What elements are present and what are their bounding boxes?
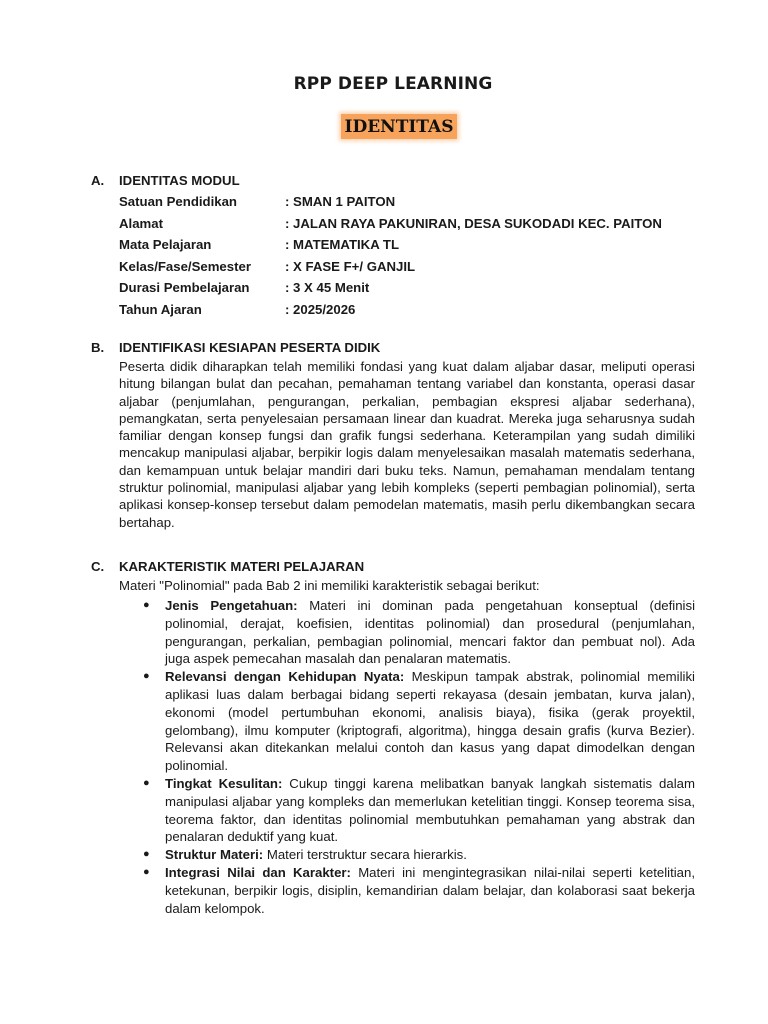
section-b-letter: B. [91, 340, 105, 355]
item-label: Struktur Materi: [165, 847, 264, 863]
section-c-letter: C. [91, 559, 105, 574]
identity-row [119, 191, 695, 213]
identity-label: Mata Pelajaran [119, 237, 212, 252]
bullet-icon: ● [143, 848, 150, 861]
list-item [119, 846, 695, 864]
document-title: RPP DEEP LEARNING [293, 74, 493, 94]
identitas-badge: IDENTITAS [341, 114, 458, 139]
section-identitas-modul [91, 171, 695, 320]
list-item [119, 864, 695, 917]
section-b-title: IDENTIFIKASI KESIAPAN PESERTA DIDIK [119, 340, 381, 355]
identity-row [119, 234, 695, 256]
identity-label: Tahun Ajaran [119, 301, 202, 317]
section-a-title: IDENTITAS MODUL [119, 173, 240, 188]
item-label: Jenis Pengetahuan: [165, 598, 298, 613]
identity-label: Alamat [119, 215, 163, 231]
identity-label: Kelas/Fase/Semester [119, 258, 251, 274]
bullet-icon: ● [143, 776, 150, 789]
characteristics-list [119, 597, 695, 917]
identity-value: : SMAN 1 PAITON [285, 194, 396, 209]
identity-label: Durasi Pembelajaran [119, 280, 250, 295]
identity-table [119, 191, 695, 320]
list-item [119, 668, 695, 775]
identity-value: : 2025/2026 [285, 301, 356, 317]
item-label: Tingkat Kesulitan: [165, 775, 283, 791]
identity-value: : X FASE F+/ GANJIL [285, 258, 416, 274]
bullet-icon: ● [143, 670, 150, 683]
section-b-heading [91, 338, 695, 358]
identity-row [119, 277, 695, 299]
item-text: Cukup tinggi karena melibatkan banyak langkah sistematis dalam manipulasi aljabar yang kompleks dan memerlukan ketelitian tinggi. Konsep teorema sisa, teorema faktor, dan identitas polinomial membutuhkan pemahaman yang abstrak dan penalaran deduktif yang kuat. [165, 775, 695, 845]
identitas-badge-wrap [0, 114, 768, 139]
section-c-title: KARAKTERISTIK MATERI PELAJARAN [119, 559, 365, 574]
section-c-intro: Materi "Polinomial" pada Bab 2 ini memiliki karakteristik sebagai berikut: [119, 578, 540, 593]
identity-label: Satuan Pendidikan [119, 194, 237, 209]
section-kesiapan-peserta-didik [91, 338, 695, 531]
section-a-letter: A. [91, 173, 105, 188]
item-label: Integrasi Nilai dan Karakter: [165, 864, 351, 880]
section-b-paragraph: Peserta didik diharapkan telah memiliki fondasi yang kuat dalam aljabar dasar, meliputi operasi hitung bilangan bulat dan pecahan, pemahaman tentang variabel dan konstanta, operasi dasar aljabar (penjumlahan, pengurangan, perkalian, pembagian ekspresi aljabar sederhana), pemangkatan, serta penyelesaian persamaan linear dan kuadrat. Mereka juga seharusnya sudah familiar dengan konsep fungsi dan grafik fungsi sederhana. Keterampilan yang sudah dimiliki mencakup manipulasi aljabar, berpikir logis dalam menyelesaikan masalah matematis sederhana, dan kemampuan untuk belajar mandiri dari buku teks. Namun, pemahaman mendalam tentang struktur polinomial, manipulasi aljabar yang lebih kompleks (seperti pembagian polinomial), serta aplikasi konsep-konsep tersebut dalam pemodelan matematis, masih perlu dikembangkan secara bertahap. [119, 359, 695, 530]
section-karakteristik-materi [91, 557, 695, 917]
item-text: Materi ini dominan pada pengetahuan konseptual (definisi polinomial, derajat, koefisien, identitas polinomial) dan prosedural (penjumlahan, pengurangan, perkalian, pembagian polinomial, mencari faktor dan pembuat nol). Ada juga aspek pemecahan masalah dan penalaran matematis. [165, 598, 695, 667]
bullet-icon: ● [143, 599, 150, 611]
identity-value: : 3 X 45 Menit [285, 280, 370, 295]
identity-row [119, 299, 695, 321]
section-c-heading [91, 557, 695, 577]
item-label: Relevansi dengan Kehidupan Nyata: [165, 669, 405, 685]
identity-value: : MATEMATIKA TL [285, 237, 400, 252]
item-text: Meskipun tampak abstrak, polinomial memiliki aplikasi luas dalam berbagai bidang seperti rekayasa (desain jembatan, kurva jalan), ekonomi (model pertumbuhan ekonomi, analisis biaya), fisika (gerak proyektil, gelombang), ilmu komputer (kriptografi, algoritma), hingga desain grafis (kurva Bezier). Relevansi akan ditekankan melalui contoh dan kasus yang dapat dimodelkan dengan polinomial. [165, 669, 695, 774]
bullet-icon: ● [143, 865, 150, 878]
list-item [119, 775, 695, 846]
section-a-heading [91, 171, 695, 191]
identity-row [119, 213, 695, 235]
item-text: Materi ini mengintegrasikan nilai-nilai seperti ketelitian, ketekunan, berpikir logis, disiplin, kemandirian dalam belajar, dan kolaborasi saat bekerja dalam kelompok. [165, 864, 695, 916]
list-item [119, 597, 695, 668]
identity-row [119, 256, 695, 278]
identity-value: : JALAN RAYA PAKUNIRAN, DESA SUKODADI KEC. PAITON [285, 215, 662, 231]
item-text: Materi terstruktur secara hierarkis. [263, 847, 467, 863]
